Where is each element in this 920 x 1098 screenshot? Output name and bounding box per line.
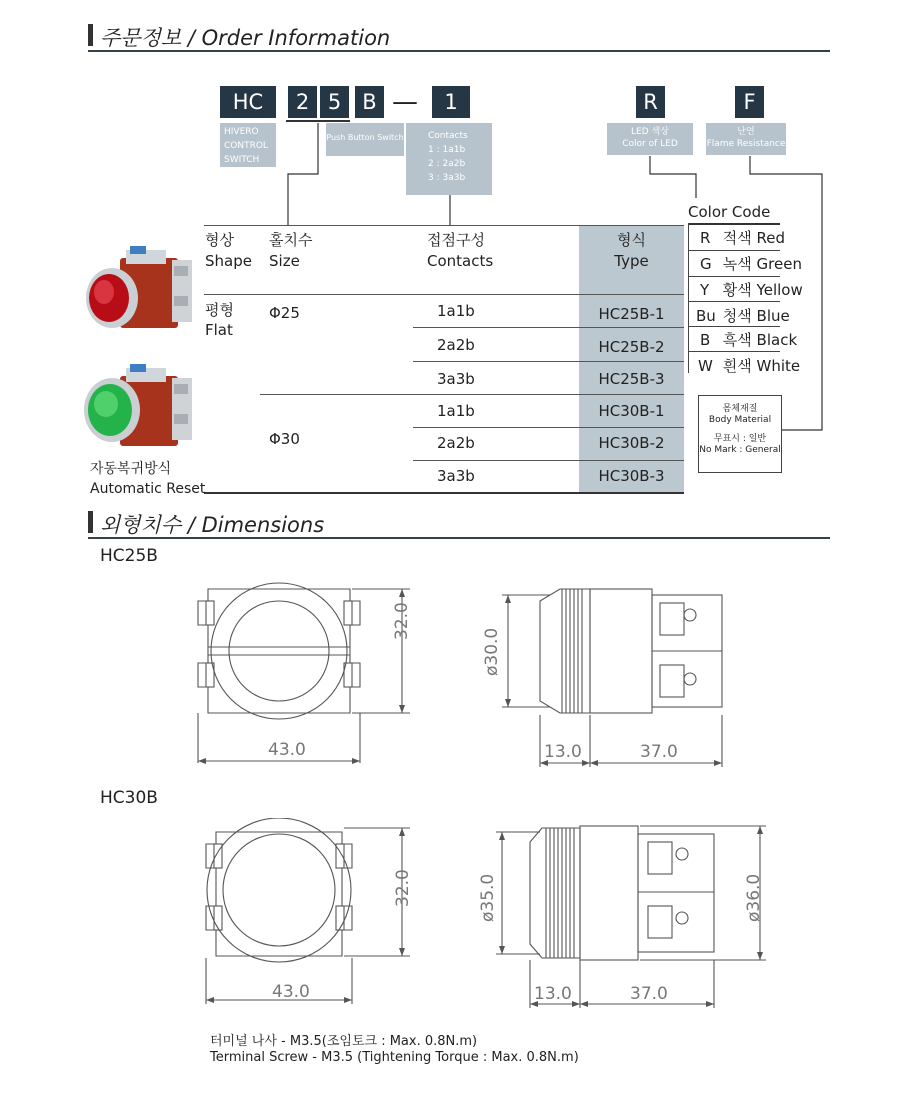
header-contacts xyxy=(427,230,493,272)
header-size xyxy=(269,230,312,272)
color-row-green xyxy=(700,253,802,274)
hc25b-dia-label: ø30.0 xyxy=(482,627,502,676)
code-dash: — xyxy=(392,87,418,117)
color-row-white xyxy=(698,355,800,376)
tag-contacts-title: Contacts xyxy=(428,131,468,141)
order-info-title: 주문정보 / Order Information xyxy=(100,26,391,50)
header-contacts-en: Contacts xyxy=(427,252,494,270)
body-note-1: 몸체재질 xyxy=(722,404,758,414)
hc30b-body-label: 37.0 xyxy=(630,984,668,1004)
row-1-contacts: 1a1b xyxy=(437,302,475,320)
body-note-2: Body Material xyxy=(708,415,772,425)
color-rule-3 xyxy=(688,301,780,302)
row-2-type: HC25B-2 xyxy=(598,338,665,356)
hc30b-front-view xyxy=(190,818,440,1018)
row-rule-3 xyxy=(260,394,684,395)
tag-hivero-line3: SWITCH xyxy=(224,155,260,165)
tag-led-en: Color of LED xyxy=(622,139,678,149)
shape-ko: 평형 xyxy=(205,301,234,319)
color-ko-green: 녹색 xyxy=(722,255,752,273)
color-en-black: Black xyxy=(756,331,798,349)
color-code-r: R xyxy=(700,229,711,247)
footer-ko: 터미널 나사 - M3.5(조임토크 : Max. 0.8N.m) xyxy=(210,1034,478,1049)
header-size-ko: 홀치수 xyxy=(269,231,313,249)
hc30b-dia-label: ø35.0 xyxy=(478,873,498,922)
tag-contacts-1: 1 : 1a1b xyxy=(428,145,466,155)
code-f: F xyxy=(735,86,764,118)
hc30b-front-label: 13.0 xyxy=(534,984,572,1004)
tag-hivero-line1: HIVERO xyxy=(224,127,259,137)
row-1-type: HC25B-1 xyxy=(598,305,665,323)
hc30b-dia2-label: ø36.0 xyxy=(744,873,764,922)
hc25b-body-label: 37.0 xyxy=(640,742,678,762)
color-en-blue: Blue xyxy=(756,307,790,325)
shape-en: Flat xyxy=(205,321,233,339)
size-25: Φ25 xyxy=(269,304,300,322)
body-material-note xyxy=(689,404,791,456)
color-code-title: Color Code xyxy=(688,203,771,221)
code-hc: HC xyxy=(220,86,276,118)
hc25b-front-label: 13.0 xyxy=(544,742,582,762)
color-row-blue xyxy=(696,305,790,326)
color-en-yellow: Yellow xyxy=(756,281,803,299)
hc30b-width-label: 43.0 xyxy=(272,982,310,1002)
color-ko-red: 적색 xyxy=(722,229,752,247)
footer-en: Terminal Screw - M3.5 (Tightening Torque : Max. 0.8N.m) xyxy=(210,1050,579,1065)
tag-led-ko: LED 색상 xyxy=(631,127,669,137)
auto-reset-ko: 자동복귀방식 xyxy=(90,461,172,477)
row-2-contacts: 2a2b xyxy=(437,336,475,354)
dimensions-rule xyxy=(88,537,830,539)
row-5-type: HC30B-2 xyxy=(598,434,665,452)
header-shape xyxy=(205,230,252,272)
body-note-3: 무표시 : 일반 xyxy=(713,434,767,444)
row-3-contacts: 3a3b xyxy=(437,370,475,388)
product-photo-red xyxy=(82,240,202,340)
color-en-red: Red xyxy=(756,229,786,247)
color-rule-4 xyxy=(688,326,780,327)
row-3-type: HC25B-3 xyxy=(598,370,665,388)
row-rule-5 xyxy=(413,460,684,461)
tag-contacts-3: 3 : 3a3b xyxy=(428,173,466,183)
dim-section-marker xyxy=(88,511,93,533)
color-row-yellow xyxy=(700,279,803,300)
dimensions-title: 외형치수 / Dimensions xyxy=(100,513,325,537)
tag-contacts-2: 2 : 2a2b xyxy=(428,159,466,169)
color-ko-yellow: 황색 xyxy=(722,281,752,299)
color-ko-white: 흰색 xyxy=(722,357,752,375)
header-type xyxy=(579,230,684,272)
hc25b-side-view xyxy=(490,575,750,775)
table-top-rule xyxy=(204,225,684,226)
row-5-contacts: 2a2b xyxy=(437,434,475,452)
row-rule-2 xyxy=(413,361,684,362)
tag-flame-en: Flame Resistance xyxy=(706,139,786,149)
header-size-en: Size xyxy=(269,252,300,270)
row-6-contacts: 3a3b xyxy=(437,467,475,485)
color-en-green: Green xyxy=(756,255,802,273)
code-digit-2: 2 xyxy=(288,86,317,118)
color-code-bu: Bu xyxy=(696,307,716,325)
color-ko-black: 흑색 xyxy=(722,331,752,349)
product-photo-green xyxy=(82,364,202,464)
code-digit-5: 5 xyxy=(320,86,349,118)
auto-reset-label xyxy=(90,459,205,499)
header-contacts-ko: 접점구성 xyxy=(427,231,485,249)
color-rule-2 xyxy=(688,276,780,277)
color-rule-1 xyxy=(688,250,780,251)
header-type-en: Type xyxy=(614,252,649,270)
body-note-4: No Mark : General xyxy=(699,445,781,455)
color-code-g: G xyxy=(700,255,712,273)
model-hc25b: HC25B xyxy=(100,546,158,566)
color-rule-5 xyxy=(688,351,780,352)
row-rule-4 xyxy=(413,427,684,428)
hc25b-height-label: 32.0 xyxy=(392,602,412,640)
size-30: Φ30 xyxy=(269,430,300,448)
header-bottom-rule xyxy=(204,294,684,295)
color-ko-blue: 청색 xyxy=(722,307,752,325)
tag-flame-ko: 난연 xyxy=(737,127,755,137)
color-row-black xyxy=(700,329,797,350)
color-code-y: Y xyxy=(700,281,710,299)
color-en-white: White xyxy=(756,357,801,375)
row-6-type: HC30B-3 xyxy=(598,467,665,485)
auto-reset-en: Automatic Reset xyxy=(90,481,206,497)
color-code-b: B xyxy=(700,331,711,349)
row-4-type: HC30B-1 xyxy=(598,402,665,420)
shape-value xyxy=(205,300,234,340)
header-shape-en: Shape xyxy=(205,252,252,270)
hc25b-width-label: 43.0 xyxy=(268,740,306,760)
row-rule-1 xyxy=(413,327,684,328)
color-code-w: W xyxy=(698,357,713,375)
header-type-ko: 형식 xyxy=(617,231,646,249)
tag-push-label: Push Button Switch xyxy=(326,133,404,142)
code-r: R xyxy=(636,86,665,118)
code-contact: 1 xyxy=(432,86,470,118)
tag-hivero-line2: CONTROL xyxy=(224,141,268,151)
row-4-contacts: 1a1b xyxy=(437,402,475,420)
model-hc30b: HC30B xyxy=(100,788,158,808)
color-code-top-rule xyxy=(688,223,780,225)
header-shape-ko: 형상 xyxy=(205,231,234,249)
color-row-red xyxy=(700,227,785,248)
table-bottom-rule xyxy=(204,492,684,494)
hc30b-height-label: 32.0 xyxy=(393,869,413,907)
code-b: B xyxy=(355,86,384,118)
